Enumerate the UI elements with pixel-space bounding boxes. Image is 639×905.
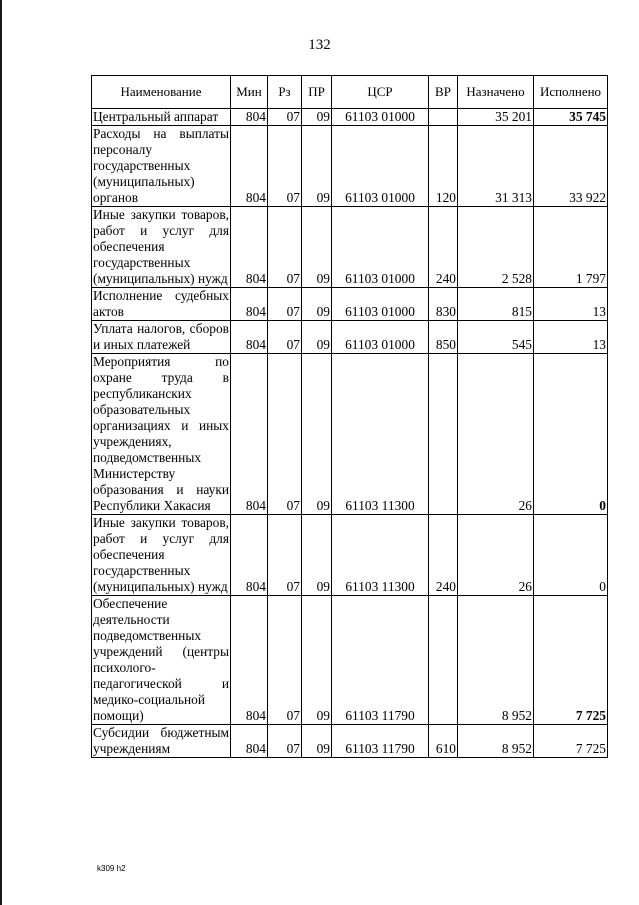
cell-vr: 240 bbox=[429, 207, 458, 288]
cell-executed: 7 725 bbox=[534, 596, 608, 725]
cell-vr bbox=[429, 109, 458, 126]
cell-executed: 35 745 bbox=[534, 109, 608, 126]
cell-vr: 120 bbox=[429, 126, 458, 207]
cell-assigned: 815 bbox=[458, 288, 534, 321]
cell-min: 804 bbox=[231, 354, 268, 515]
table-body bbox=[92, 109, 608, 758]
cell-name: Расходы на выплаты персоналу государственных (муниципальных) органов bbox=[93, 126, 229, 205]
table-row bbox=[92, 596, 608, 725]
cell-pr: 09 bbox=[302, 725, 332, 758]
cell-assigned: 8 952 bbox=[458, 725, 534, 758]
table-row bbox=[92, 515, 608, 596]
cell-csr: 61103 11790 bbox=[332, 596, 429, 725]
cell-assigned: 8 952 bbox=[458, 596, 534, 725]
page-edge bbox=[0, 0, 2, 905]
header-row bbox=[92, 76, 608, 109]
table-row bbox=[92, 354, 608, 515]
cell-min: 804 bbox=[231, 126, 268, 207]
table-row bbox=[92, 109, 608, 126]
cell-executed: 0 bbox=[534, 515, 608, 596]
cell-rz: 07 bbox=[268, 207, 302, 288]
cell-name: Центральный аппарат bbox=[92, 109, 231, 126]
cell-executed: 13 bbox=[534, 288, 608, 321]
cell-rz: 07 bbox=[268, 515, 302, 596]
cell-pr: 09 bbox=[302, 354, 332, 515]
cell-name: Исполнение судебных актов bbox=[93, 288, 229, 319]
cell-pr: 09 bbox=[302, 596, 332, 725]
cell-csr: 61103 11300 bbox=[332, 515, 429, 596]
cell-min: 804 bbox=[231, 725, 268, 758]
header-executed: Исполнено bbox=[534, 76, 608, 109]
header-pr: ПР bbox=[302, 76, 332, 109]
cell-pr: 09 bbox=[302, 288, 332, 321]
cell-csr: 61103 11300 bbox=[332, 354, 429, 515]
cell-assigned: 26 bbox=[458, 515, 534, 596]
cell-csr: 61103 01000 bbox=[332, 288, 429, 321]
cell-executed: 33 922 bbox=[534, 126, 608, 207]
cell-pr: 09 bbox=[302, 109, 332, 126]
header-rz: Рз bbox=[268, 76, 302, 109]
header-min: Мин bbox=[231, 76, 268, 109]
header-assigned: Назначено bbox=[458, 76, 534, 109]
header-csr: ЦСР bbox=[332, 76, 429, 109]
cell-executed: 1 797 bbox=[534, 207, 608, 288]
cell-name: Мероприятия по охране труда в республиканских образовательных организациях и иных учреждениях, подведомственных Министерству образования и науки Республики Хакасия bbox=[93, 354, 229, 513]
cell-name: Субсидии бюджетным учреждениям bbox=[93, 725, 229, 756]
cell-pr: 09 bbox=[302, 515, 332, 596]
cell-name: Уплата налогов, сборов и иных платежей bbox=[93, 321, 229, 352]
table-row bbox=[92, 321, 608, 354]
cell-rz: 07 bbox=[268, 321, 302, 354]
cell-rz: 07 bbox=[268, 288, 302, 321]
table-row bbox=[92, 126, 608, 207]
cell-vr: 830 bbox=[429, 288, 458, 321]
cell-executed: 7 725 bbox=[534, 725, 608, 758]
cell-assigned: 31 313 bbox=[458, 126, 534, 207]
header-name: Наименование bbox=[92, 76, 231, 109]
table-row bbox=[92, 207, 608, 288]
cell-assigned: 2 528 bbox=[458, 207, 534, 288]
header-vr: ВР bbox=[429, 76, 458, 109]
cell-min: 804 bbox=[231, 288, 268, 321]
cell-vr bbox=[429, 596, 458, 725]
cell-vr bbox=[429, 354, 458, 515]
cell-name: Иные закупки товаров, работ и услуг для обеспечения государственных (муниципальных) нужд bbox=[93, 515, 229, 594]
budget-table bbox=[91, 75, 608, 758]
cell-assigned: 26 bbox=[458, 354, 534, 515]
cell-name: Иные закупки товаров, работ и услуг для обеспечения государственных (муниципальных) нужд bbox=[93, 207, 229, 286]
cell-pr: 09 bbox=[302, 207, 332, 288]
cell-name: Обеспечение деятельности подведомственных учреждений (центры психолого-педагогической и медико-социальной помощи) bbox=[93, 596, 229, 723]
cell-vr: 850 bbox=[429, 321, 458, 354]
page-number: 132 bbox=[308, 37, 331, 53]
cell-rz: 07 bbox=[268, 354, 302, 515]
cell-csr: 61103 11790 bbox=[332, 725, 429, 758]
cell-csr: 61103 01000 bbox=[332, 109, 429, 126]
cell-min: 804 bbox=[231, 109, 268, 126]
cell-rz: 07 bbox=[268, 725, 302, 758]
cell-assigned: 545 bbox=[458, 321, 534, 354]
cell-vr: 610 bbox=[429, 725, 458, 758]
cell-csr: 61103 01000 bbox=[332, 321, 429, 354]
footer-code: k309 h2 bbox=[97, 864, 126, 873]
cell-rz: 07 bbox=[268, 596, 302, 725]
cell-rz: 07 bbox=[268, 126, 302, 207]
cell-csr: 61103 01000 bbox=[332, 126, 429, 207]
cell-min: 804 bbox=[231, 321, 268, 354]
cell-csr: 61103 01000 bbox=[332, 207, 429, 288]
cell-assigned: 35 201 bbox=[458, 109, 534, 126]
cell-rz: 07 bbox=[268, 109, 302, 126]
table-row bbox=[92, 288, 608, 321]
cell-pr: 09 bbox=[302, 126, 332, 207]
cell-min: 804 bbox=[231, 515, 268, 596]
cell-min: 804 bbox=[231, 596, 268, 725]
cell-pr: 09 bbox=[302, 321, 332, 354]
cell-executed: 0 bbox=[534, 354, 608, 515]
cell-min: 804 bbox=[231, 207, 268, 288]
cell-vr: 240 bbox=[429, 515, 458, 596]
table-row bbox=[92, 725, 608, 758]
cell-executed: 13 bbox=[534, 321, 608, 354]
